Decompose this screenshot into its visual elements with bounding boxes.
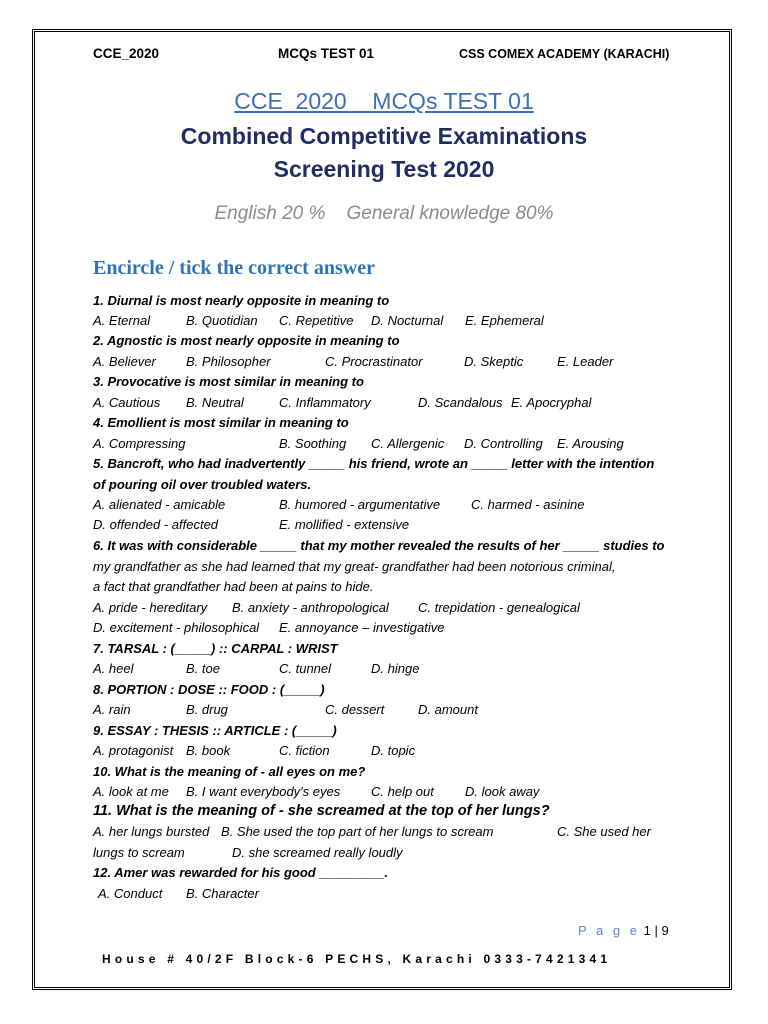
option-e[interactable]: E. mollified - extensive — [279, 517, 410, 532]
option-c[interactable]: C. harmed - asinine — [471, 497, 585, 512]
option-a[interactable]: A. Cautious — [93, 395, 161, 410]
option-e[interactable]: E. Arousing — [557, 436, 624, 451]
option-c[interactable]: C. Inflammatory — [279, 395, 371, 410]
option-d[interactable]: D. Scandalous — [418, 395, 503, 410]
header-right: CSS COMEX ACADEMY (KARACHI) — [459, 47, 670, 61]
option-a[interactable]: A. pride - hereditary — [93, 600, 208, 615]
option-d[interactable]: D. Skeptic — [464, 354, 524, 369]
question-text: 8. PORTION : DOSE :: FOOD : (_____) — [93, 682, 325, 697]
option-c[interactable]: C. trepidation - genealogical — [418, 600, 580, 615]
option-b[interactable]: B. Neutral — [186, 395, 244, 410]
option-c[interactable]: C. She used her — [557, 824, 651, 839]
page-number: P a g e 1 | 9 — [578, 923, 669, 938]
question-text: 3. Provocative is most similar in meaning to — [93, 374, 364, 389]
option-a[interactable]: A. her lungs bursted — [93, 824, 210, 839]
option-b[interactable]: B. drug — [186, 702, 228, 717]
option-d[interactable]: D. topic — [371, 743, 416, 758]
title-line1: CCE 2020 MCQs TEST 01 — [234, 88, 534, 114]
option-b[interactable]: B. Character — [186, 886, 259, 901]
option-c[interactable]: C. dessert — [325, 702, 385, 717]
question-text: 6. It was with considerable _____ that my mother revealed the results of her _____ studies to — [93, 538, 665, 553]
instruction: Encircle / tick the correct answer — [93, 257, 375, 279]
question-text: 4. Emollient is most similar in meaning to — [93, 415, 349, 430]
question-text-cont: a fact that grandfather had been at pains to hide. — [93, 579, 374, 594]
option-d[interactable]: D. excitement - philosophical — [93, 620, 260, 635]
option-b[interactable]: B. Philosopher — [186, 354, 271, 369]
option-a[interactable]: A. Compressing — [93, 436, 186, 451]
option-d[interactable]: D. Nocturnal — [371, 313, 444, 328]
option-d[interactable]: D. amount — [418, 702, 478, 717]
option-b[interactable]: B. humored - argumentative — [279, 497, 441, 512]
question-text: 11. What is the meaning of - she screamed at the top of her lungs? — [93, 803, 550, 819]
option-a[interactable]: A. Believer — [93, 354, 156, 369]
option-c[interactable]: C. Repetitive — [279, 313, 354, 328]
option-a[interactable]: A. alienated - amicable — [93, 497, 226, 512]
option-a[interactable]: A. Conduct — [98, 886, 163, 901]
page-label: P a g e — [578, 923, 640, 938]
subtitle: English 20 % General knowledge 80% — [214, 203, 554, 224]
question-text: 12. Amer was rewarded for his good _________. — [93, 865, 389, 880]
page-total: 9 — [661, 923, 669, 938]
question-text-cont: of pouring oil over troubled waters. — [93, 477, 312, 492]
option-d[interactable]: D. Controlling — [464, 436, 543, 451]
option-a[interactable]: A. Eternal — [93, 313, 151, 328]
question-text: 7. TARSAL : (_____) :: CARPAL : WRIST — [93, 641, 338, 656]
option-e[interactable]: E. Apocryphal — [511, 395, 592, 410]
option-b[interactable]: B. anxiety - anthropological — [232, 600, 389, 615]
header-center: MCQs TEST 01 — [278, 46, 375, 61]
option-d[interactable]: D. look away — [465, 784, 540, 799]
option-d[interactable]: D. hinge — [371, 661, 420, 676]
title-line3: Screening Test 2020 — [273, 156, 495, 182]
option-b[interactable]: B. She used the top part of her lungs to scream — [221, 824, 494, 839]
option-a[interactable]: A. rain — [93, 702, 131, 717]
option-a[interactable]: A. heel — [93, 661, 134, 676]
option-c[interactable]: C. fiction — [279, 743, 330, 758]
option-c[interactable]: C. Procrastinator — [325, 354, 423, 369]
header-left: CCE_2020 — [93, 46, 160, 61]
option-d[interactable]: D. offended - affected — [93, 517, 219, 532]
option-a[interactable]: A. protagonist — [93, 743, 174, 758]
option-e[interactable]: E. Leader — [557, 354, 614, 369]
address-footer: House # 40/2F Block-6 PECHS, Karachi 0333-7421341 — [102, 952, 612, 966]
option-e[interactable]: E. Ephemeral — [465, 313, 544, 328]
option-b[interactable]: B. Soothing — [279, 436, 347, 451]
question-text-cont: my grandfather as she had learned that my great- grandfather had been notorious criminal, — [93, 559, 616, 574]
option-e[interactable]: E. annoyance – investigative — [279, 620, 445, 635]
title-line2: Combined Competitive Examinations — [180, 123, 588, 149]
option-c[interactable]: C. Allergenic — [371, 436, 445, 451]
option-d[interactable]: D. she screamed really loudly — [232, 845, 403, 860]
option-b[interactable]: B. book — [186, 743, 231, 758]
question-text: 10. What is the meaning of - all eyes on me? — [93, 764, 366, 779]
question-text: 5. Bancroft, who had inadvertently _____ his friend, wrote an _____ letter with the intention — [93, 456, 655, 471]
option-c[interactable]: C. tunnel — [279, 661, 332, 676]
question-text: 9. ESSAY : THESIS :: ARTICLE : (_____) — [93, 723, 337, 738]
question-text: 2. Agnostic is most nearly opposite in meaning to — [93, 333, 400, 348]
page-current: 1 — [643, 923, 651, 938]
option-a[interactable]: A. look at me — [93, 784, 169, 799]
question-text: 1. Diurnal is most nearly opposite in meaning to — [93, 293, 390, 308]
option-c[interactable]: C. help out — [371, 784, 434, 799]
option-c-cont[interactable]: lungs to scream — [93, 845, 185, 860]
option-b[interactable]: B. toe — [186, 661, 220, 676]
option-b[interactable]: B. I want everybody's eyes — [186, 784, 341, 799]
option-b[interactable]: B. Quotidian — [186, 313, 258, 328]
